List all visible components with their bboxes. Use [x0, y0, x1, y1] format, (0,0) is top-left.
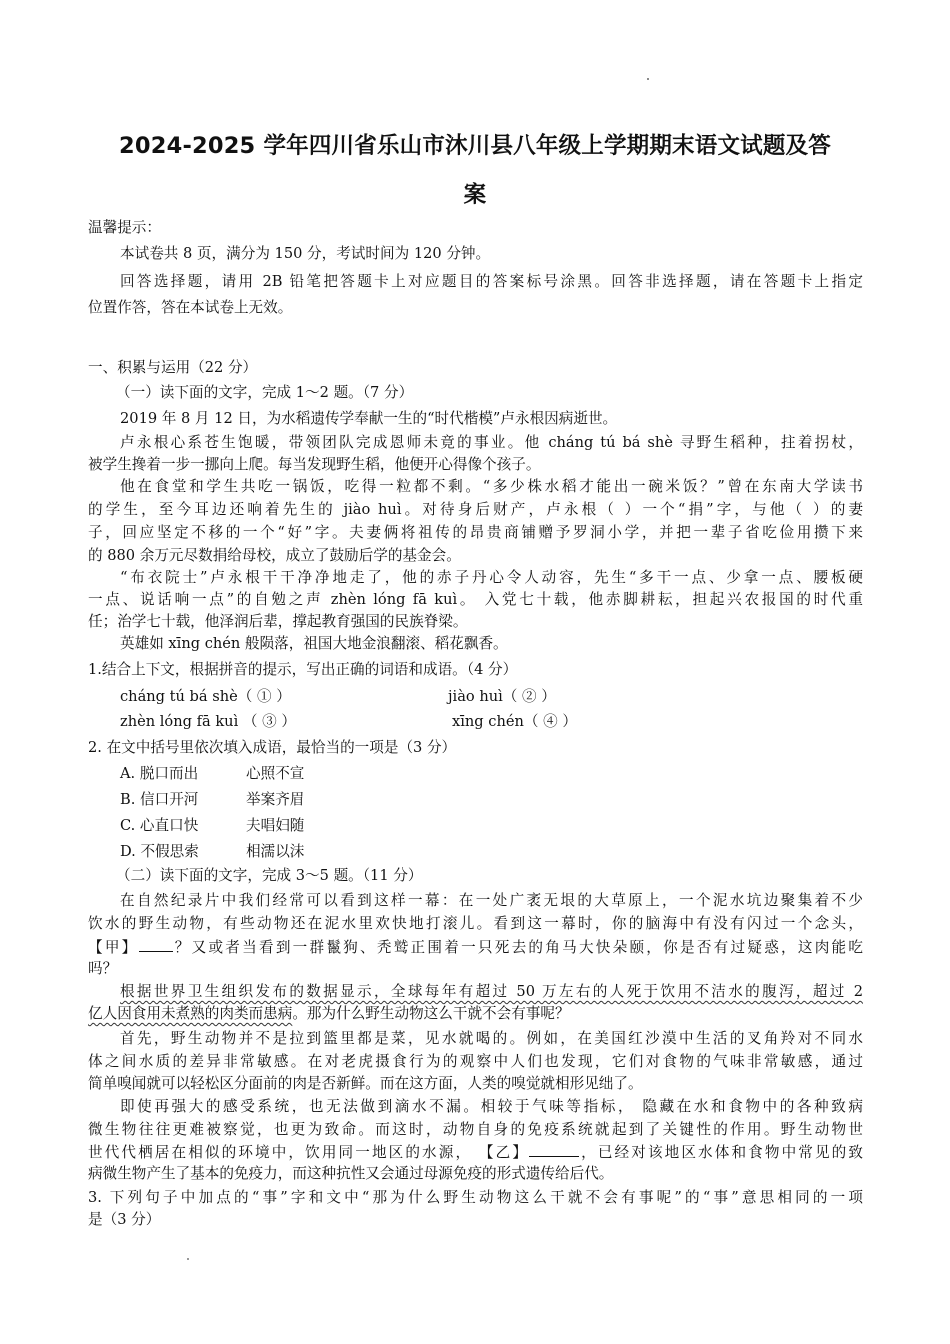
passage2-p4a: 即使再强大的感受系统，也无法做到滴水不漏。相较于气味等指标， 隐藏在水和食物中的各种致病: [120, 1098, 863, 1115]
passage2-p3b: 体之间水质的差异非常敏感。在对老虎摄食行为的观察中人们也发现，它们对食物的气味非常敏感，通过: [88, 1053, 863, 1070]
page-title-line2: 案: [463, 182, 487, 208]
passage1-p2b: 被学生搀着一步一挪向上爬。每当发现野生稻，他便开心得像个孩子。: [88, 456, 541, 473]
q2-option-c-second: 夫唱妇随: [246, 817, 305, 834]
wavy-underlined-sentence-b: 亿人因食用未煮熟的肉类而患病: [88, 1005, 293, 1022]
q2-option-c-label: C. 心直口快: [120, 817, 199, 834]
passage2-p1d: 吗？: [88, 960, 118, 977]
passage1-p2a: 卢永根心系苍生饱暖，带领团队完成恩师未竟的事业。他 cháng tú bá shè 寻野生稻种，拄着拐杖，: [120, 434, 863, 451]
passage2-p4c-post: ，已经对该地区水体和食物中常见的致: [579, 1144, 863, 1161]
q1-blank-1: cháng tú bá shè（ ① ）: [120, 688, 291, 705]
passage2-p3a: 首先，野生动物并不是拉到篮里都是菜，见水就喝的。例如，在美国红沙漠中生活的叉角羚对不同水: [120, 1030, 863, 1047]
passage1-p4b: 一点、说话响一点”的自勉之声 zhèn lóng fā kuì。 入党七十载，他赤脚耕耘，担起兴农报国的时代重: [88, 591, 863, 608]
passage2-p1a: 在自然纪录片中我们经常可以看到这样一幕：在一处广袤无垠的大草原上，一个泥水坑边聚集着不少: [120, 892, 863, 909]
q3-stem-a: 3. 下列句子中加点的“事”字和文中“那为什么野生动物这么干就不会有事呢”的“事”意思相同的一项: [88, 1189, 863, 1206]
q2-option-a-label: A. 脱口而出: [120, 765, 199, 782]
passage1-p3b: 的学生，至今耳边还响着先生的 jiào huì。对待身后财产，卢永根（ ）一个“捐”字，与他（ ）的妻: [88, 501, 863, 518]
q2-option-b-label: B. 信口开河: [120, 791, 199, 808]
tips-heading: 温馨提示：: [88, 219, 161, 236]
q1-stem: 1.结合上下文，根据拼音的提示，写出正确的词语和成语。（4 分）: [88, 661, 518, 678]
passage2-p1c: [88, 937, 863, 958]
q2-option-d-second: 相濡以沫: [246, 843, 305, 860]
passage1-p1: 2019 年 8 月 12 日，为水稻遗传学奉献一生的“时代楷模”卢永根因病逝世。: [120, 410, 618, 427]
q2-option-b-second: 举案齐眉: [246, 791, 305, 808]
q2-option-a-second: 心照不宣: [246, 765, 305, 782]
passage2-p4c-pre: 世代代栖居在相似的环境中，饮用同一地区的水源， 【乙】: [88, 1144, 530, 1161]
passage1-p4a: “布衣院士”卢永根干干净净地走了，他的赤子丹心令人动容，先生“多干一点、少拿一点、腰板硬: [120, 569, 863, 586]
section1-sub1: （一）读下面的文字，完成 1～2 题。（7 分）: [116, 384, 414, 401]
q2-option-a: [120, 764, 198, 784]
tips-line-2a: 回答选择题，请用 2B 铅笔把答题卡上对应题目的答案标号涂黑。回答非选择题，请在答题卡上指定: [120, 273, 863, 290]
q1-blank-2: jiào huì（ ② ）: [448, 688, 556, 705]
tips-line-1: 本试卷共 8 页，满分为 150 分，考试时间为 120 分钟。: [120, 245, 491, 262]
corner-dot: [647, 78, 649, 80]
blank-jia[interactable]: [139, 937, 173, 952]
passage2-p4b: 微生物往往更难被察觉，也更为致命。而这时，动物自身的免疫系统就起到了关键性的作用。野生动物世: [88, 1121, 863, 1138]
q1-blank-3: zhèn lóng fā kuì （ ③ ）: [120, 713, 296, 730]
passage2-p2a: [120, 982, 863, 1002]
q1-blank-4: xīng chén（ ④ ）: [452, 713, 577, 730]
passage1-p3a: 他在食堂和学生共吃一锅饭，吃得一粒都不剩。“多少株水稻才能出一碗米饭？”曾在东南大学读书: [120, 478, 863, 495]
footer-dot: [187, 1258, 189, 1260]
passage1-p5: 英雄如 xīng chén 般陨落，祖国大地金浪翻滚、稻花飘香。: [120, 635, 508, 652]
wavy-underlined-sentence-a: 根据世界卫生组织发布的数据显示，全球每年有超过 50 万左右的人死于饮用不洁水的腹泻，超过 2: [120, 983, 863, 1000]
passage1-p3d: 的 880 余万元尽数捐给母校，成立了鼓励后学的基金会。: [88, 547, 461, 564]
blank-yi[interactable]: [529, 1142, 579, 1157]
blank-jia-label: 【甲】: [88, 939, 139, 956]
section2-sub2: （二）读下面的文字，完成 3～5 题。（11 分）: [116, 867, 423, 884]
tips-line-2b: 位置作答，答在本试卷上无效。: [88, 299, 293, 316]
passage2-p2b: [88, 1004, 570, 1024]
passage2-p1c-text: ？又或者当看到一群鬣狗、秃鹫正围着一只死去的角马大快朵颐，你是否有过疑惑，这肉能吃: [172, 939, 863, 956]
passage1-p4c: 任；治学七十载，他泽润后辈，撑起教育强国的民族脊梁。: [88, 613, 468, 630]
passage2-p3c: 简单嗅闻就可以轻松区分面前的肉是否新鲜。而在这方面，人类的嗅觉就相形见绌了。: [88, 1075, 643, 1092]
q2-option-c: [120, 816, 198, 836]
q2-stem: 2. 在文中括号里依次填入成语，最恰当的一项是（3 分）: [88, 739, 457, 756]
passage2-p4d: 病微生物产生了基本的免疫力，而这种抗性又会通过母源免疫的形式遗传给后代。: [88, 1165, 614, 1182]
section1-heading: 一、积累与运用（22 分）: [88, 359, 258, 376]
q2-option-d: [120, 842, 199, 862]
passage2-p2b-rest: 。那为什么野生动物这么干就不会有事呢？: [292, 1005, 570, 1022]
passage2-p1b: 饮水的野生动物，有些动物还在泥水里欢快地打滚儿。看到这一幕时，你的脑海中有没有闪过一个念头，: [88, 915, 863, 932]
q3-stem-b: 是（3 分）: [88, 1211, 161, 1228]
q2-option-d-label: D. 不假思索: [120, 843, 199, 860]
passage1-p3c: 子，回应坚定不移的一个“好”字。夫妻俩将祖传的昂贵商铺赠予罗洞小学，并把一辈子省吃俭用攒下来: [88, 524, 863, 541]
page-title-line1: 2024-2025 学年四川省乐山市沐川县八年级上学期期末语文试题及答: [119, 133, 831, 159]
passage2-p4c: [88, 1142, 863, 1163]
q2-option-b: [120, 790, 198, 810]
